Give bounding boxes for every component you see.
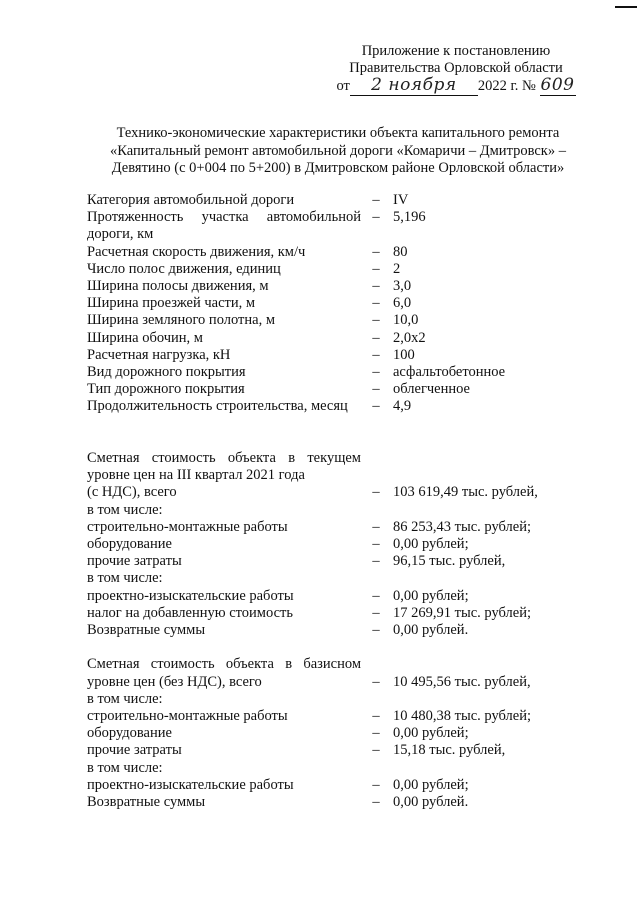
table-row: Сметная стоимость объекта в базисном [87, 656, 361, 673]
appendix-line-3 [336, 77, 576, 96]
table-row: в том числе: [87, 501, 163, 518]
table-row: Тип дорожного покрытия – облегченное [87, 381, 470, 398]
table-row: Продолжительность строительства, месяц – 4,9 [87, 398, 412, 415]
table-row: в том числе: [87, 690, 163, 707]
table-row: Возвратные суммы – 0,00 рублей. [87, 794, 469, 811]
table-row: налог на добавленную стоимость – 17 269,91 тыс. рублей; [87, 604, 531, 621]
table-row: Ширина полосы движения, м – 3,0 [87, 278, 412, 295]
year-and-number-label: 2022 г. № [477, 78, 536, 94]
table-row: прочие затраты – 15,18 тыс. рублей, [87, 742, 506, 759]
table-row: Расчетная нагрузка, кН – 100 [87, 346, 415, 363]
appendix-line-2: Правительства Орловской области [349, 60, 563, 76]
appendix-header [336, 43, 576, 96]
table-row: Сметная стоимость объекта в текущем [87, 450, 361, 467]
table-row: проектно-изыскательские работы – 0,00 рублей; [87, 587, 469, 604]
appendix-line-1: Приложение к постановлению [361, 43, 551, 59]
handwritten-number: 609 [540, 75, 575, 95]
table-row: Протяженность участка автомобильной дороги, км – 5,196 [87, 209, 426, 243]
table-row: строительно-монтажные работы – 10 480,38 тыс. рублей; [87, 708, 531, 725]
table-row: прочие затраты – 96,15 тыс. рублей, [87, 553, 506, 570]
title-line-2: «Капитальный ремонт автомобильной дороги «Комаричи – Дмитровск» – [110, 142, 566, 159]
handwritten-date: 2 ноября [350, 77, 478, 96]
title-line-1: Технико-экономические характеристики объекта капитального ремонта [116, 125, 560, 141]
table-row: Расчетная скорость движения, км/ч – 80 [87, 243, 408, 260]
table-row: проектно-изыскательские работы – 0,00 рублей; [87, 776, 469, 793]
table-row: Категория автомобильной дороги – IV [87, 192, 409, 208]
table-row: (с НДС), всего – 103 619,49 тыс. рублей, [87, 484, 538, 501]
table-row: Ширина проезжей части, м – 6,0 [87, 295, 412, 312]
table-row: оборудование – 0,00 рублей; [87, 725, 469, 742]
table-row: строительно-монтажные работы – 86 253,43 тыс. рублей; [87, 518, 531, 535]
table-row: Вид дорожного покрытия – асфальтобетонное [87, 364, 506, 381]
table-row: Возвратные суммы – 0,00 рублей. [87, 622, 469, 639]
table-row: в том числе: [87, 570, 163, 587]
date-prefix: от [336, 78, 350, 94]
document-title [96, 125, 580, 178]
table-row: уровне цен (без НДС), всего – 10 495,56 тыс. рублей, [87, 673, 531, 690]
title-line-3: Девятино (с 0+004 по 5+200) в Дмитровском районе Орловской области» [111, 160, 565, 176]
corner-mark [615, 6, 637, 8]
table-row: Ширина земляного полотна, м – 10,0 [87, 312, 419, 329]
characteristics-table [87, 192, 587, 811]
table-row: Число полос движения, единиц – 2 [87, 260, 401, 277]
table-row: Ширина обочин, м – 2,0х2 [87, 329, 426, 346]
table-row: уровне цен на III квартал 2021 года [87, 467, 305, 484]
table-row: оборудование – 0,00 рублей; [87, 536, 469, 553]
table-row: в том числе: [87, 759, 163, 776]
